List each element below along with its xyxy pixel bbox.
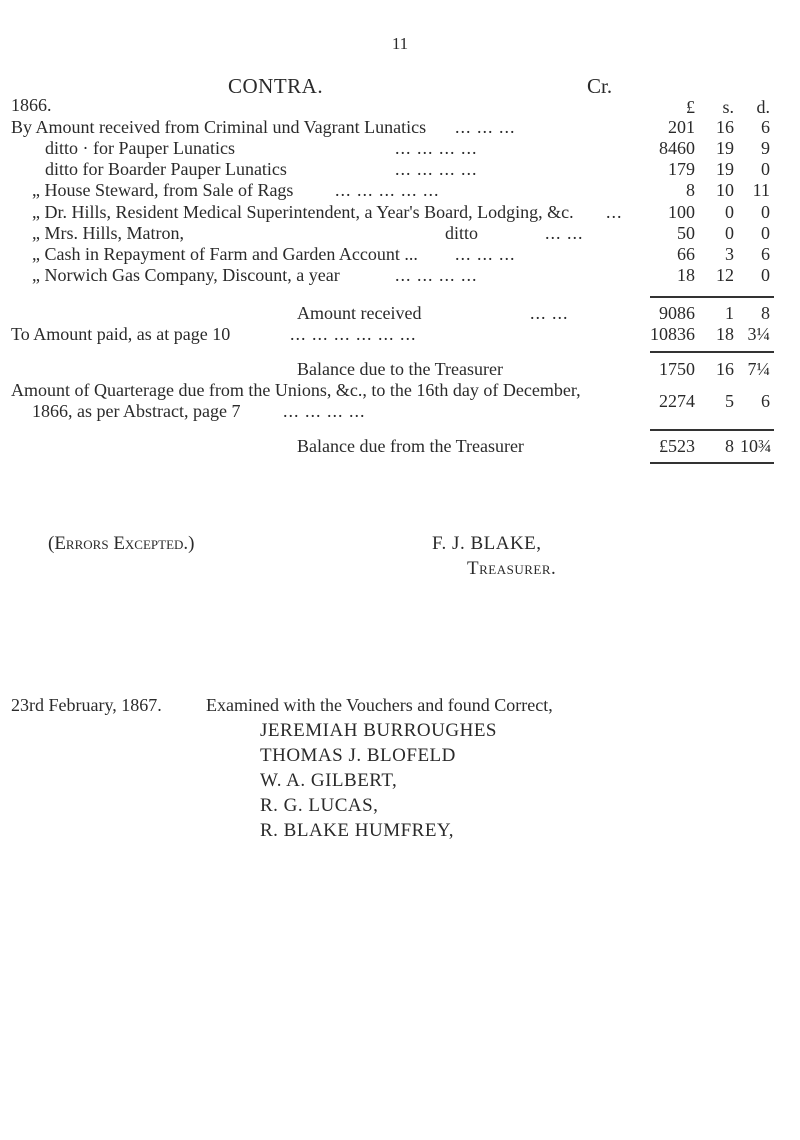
leader-dots: ... ... ... ... xyxy=(395,138,478,158)
balance-from-shillings: 8 xyxy=(725,436,734,456)
examiner-name: THOMAS J. BLOFELD xyxy=(260,745,456,766)
entry-pence: 6 xyxy=(761,244,770,264)
paid-shillings: 18 xyxy=(716,324,734,344)
entry-row xyxy=(0,159,800,181)
entry-pounds: 201 xyxy=(668,117,695,137)
paid-pence: 3¼ xyxy=(747,324,770,344)
entry-pence: 6 xyxy=(761,117,770,137)
final-rule xyxy=(650,462,774,464)
credit-side-label: Cr. xyxy=(587,74,613,98)
leader-dots: ... ... ... xyxy=(455,244,516,264)
entry-shillings: 12 xyxy=(716,265,734,285)
amount-paid-row xyxy=(0,324,800,346)
leader-dots: ... ... ... ... ... xyxy=(335,180,440,200)
pence-header: d. xyxy=(756,97,770,117)
quarterage-pence: 6 xyxy=(761,391,770,411)
balance-from-treasurer-row xyxy=(0,436,800,458)
year-label: 1866. xyxy=(11,95,52,115)
entry-pence: 0 xyxy=(761,223,770,243)
quarterage-label-line2: 1866, as per Abstract, page 7 xyxy=(32,401,241,421)
entry-pence: 11 xyxy=(752,180,770,200)
entry-shillings: 19 xyxy=(716,138,734,158)
entry-row xyxy=(0,202,800,224)
leader-dots: ... ... ... xyxy=(455,117,516,137)
leader-dots: ... xyxy=(606,202,623,222)
treasurer-name: F. J. BLAKE, xyxy=(432,533,542,554)
entry-label: „ Norwich Gas Company, Discount, a year xyxy=(32,265,340,285)
treasurer-title: Treasurer. xyxy=(467,558,557,579)
balance-from-pounds: £523 xyxy=(659,436,695,456)
entry-row xyxy=(0,223,800,245)
entry-pounds: 179 xyxy=(668,159,695,179)
page-number: 11 xyxy=(391,34,409,53)
entry-row xyxy=(0,180,800,202)
paid-label: To Amount paid, as at page 10 xyxy=(11,324,231,344)
leader-dots: ... ... ... ... xyxy=(395,159,478,179)
balance-from-label: Balance due from the Treasurer xyxy=(297,436,524,456)
pounds-header: £ xyxy=(686,97,695,117)
quarterage-label-line1: Amount of Quarterage due from the Unions, &c., to the 16th day of December, xyxy=(11,380,581,400)
entry-pence: 0 xyxy=(761,202,770,222)
received-pence: 8 xyxy=(761,303,770,323)
errors-excepted: (Errors Excepted.) xyxy=(48,533,195,554)
examiner-name: W. A. GILBERT, xyxy=(260,770,398,791)
sum-rule xyxy=(650,429,774,431)
examined-statement: Examined with the Vouchers and found Correct, xyxy=(206,695,553,715)
entry-shillings: 10 xyxy=(716,180,734,200)
balance-to-pence: 7¼ xyxy=(747,359,770,379)
balance-to-treasurer-row xyxy=(0,359,800,381)
examiner-name: JEREMIAH BURROUGHES xyxy=(260,720,497,741)
entry-row xyxy=(0,265,800,287)
sum-rule xyxy=(650,296,774,298)
amount-received-row xyxy=(0,303,800,325)
leader-dots: ... ... xyxy=(545,223,584,243)
entry-pounds: 8460 xyxy=(659,138,695,158)
shillings-header: s. xyxy=(722,97,734,117)
entry-shillings: 16 xyxy=(716,117,734,137)
examiner-name: R. BLAKE HUMFREY, xyxy=(260,820,454,841)
leader-dots: ... ... ... ... ... ... xyxy=(290,324,417,344)
entry-pence: 0 xyxy=(761,265,770,285)
received-pounds: 9086 xyxy=(659,303,695,323)
entry-label: By Amount received from Criminal und Vagrant Lunatics xyxy=(11,117,427,137)
balance-to-pounds: 1750 xyxy=(659,359,695,379)
leader-dots: ... ... xyxy=(530,303,569,323)
balance-to-shillings: 16 xyxy=(716,359,734,379)
quarterage-shillings: 5 xyxy=(725,391,734,411)
contra-heading: CONTRA. xyxy=(228,74,324,98)
entry-row xyxy=(0,138,800,160)
entry-shillings: 3 xyxy=(725,244,734,264)
entry-shillings: 0 xyxy=(725,202,734,222)
entry-shillings: 0 xyxy=(725,223,734,243)
entry-shillings: 19 xyxy=(716,159,734,179)
examiner-name: R. G. LUCAS, xyxy=(260,795,379,816)
entry-label: ditto for Boarder Pauper Lunatics xyxy=(45,159,287,179)
examination-date: 23rd February, 1867. xyxy=(11,695,162,715)
entry-label: „ Mrs. Hills, Matron, xyxy=(32,223,184,243)
entry-pounds: 8 xyxy=(686,180,695,200)
quarterage-row xyxy=(0,380,800,424)
balance-to-label: Balance due to the Treasurer xyxy=(297,359,503,379)
entry-pounds: 50 xyxy=(677,223,695,243)
entry-label: „ Cash in Repayment of Farm and Garden Account ... xyxy=(32,244,418,264)
entry-pounds: 66 xyxy=(677,244,695,264)
entry-pence: 9 xyxy=(761,138,770,158)
leader-dots: ... ... ... ... xyxy=(283,401,366,421)
received-shillings: 1 xyxy=(725,303,734,323)
entry-row xyxy=(0,244,800,266)
paid-pounds: 10836 xyxy=(650,324,695,344)
entry-pence: 0 xyxy=(761,159,770,179)
sum-rule xyxy=(650,351,774,353)
entry-pounds: 18 xyxy=(677,265,695,285)
ditto-mark: ditto xyxy=(445,223,479,243)
leader-dots: ... ... ... ... xyxy=(395,265,478,285)
entry-row xyxy=(0,117,800,139)
entry-label: ditto · for Pauper Lunatics xyxy=(45,138,235,158)
entry-label: „ Dr. Hills, Resident Medical Superintendent, a Year's Board, Lodging, &c. xyxy=(32,202,574,222)
received-label: Amount received xyxy=(297,303,422,323)
entry-pounds: 100 xyxy=(668,202,695,222)
balance-from-pence: 10¾ xyxy=(740,436,772,456)
quarterage-pounds: 2274 xyxy=(659,391,695,411)
entry-label: „ House Steward, from Sale of Rags xyxy=(32,180,294,200)
